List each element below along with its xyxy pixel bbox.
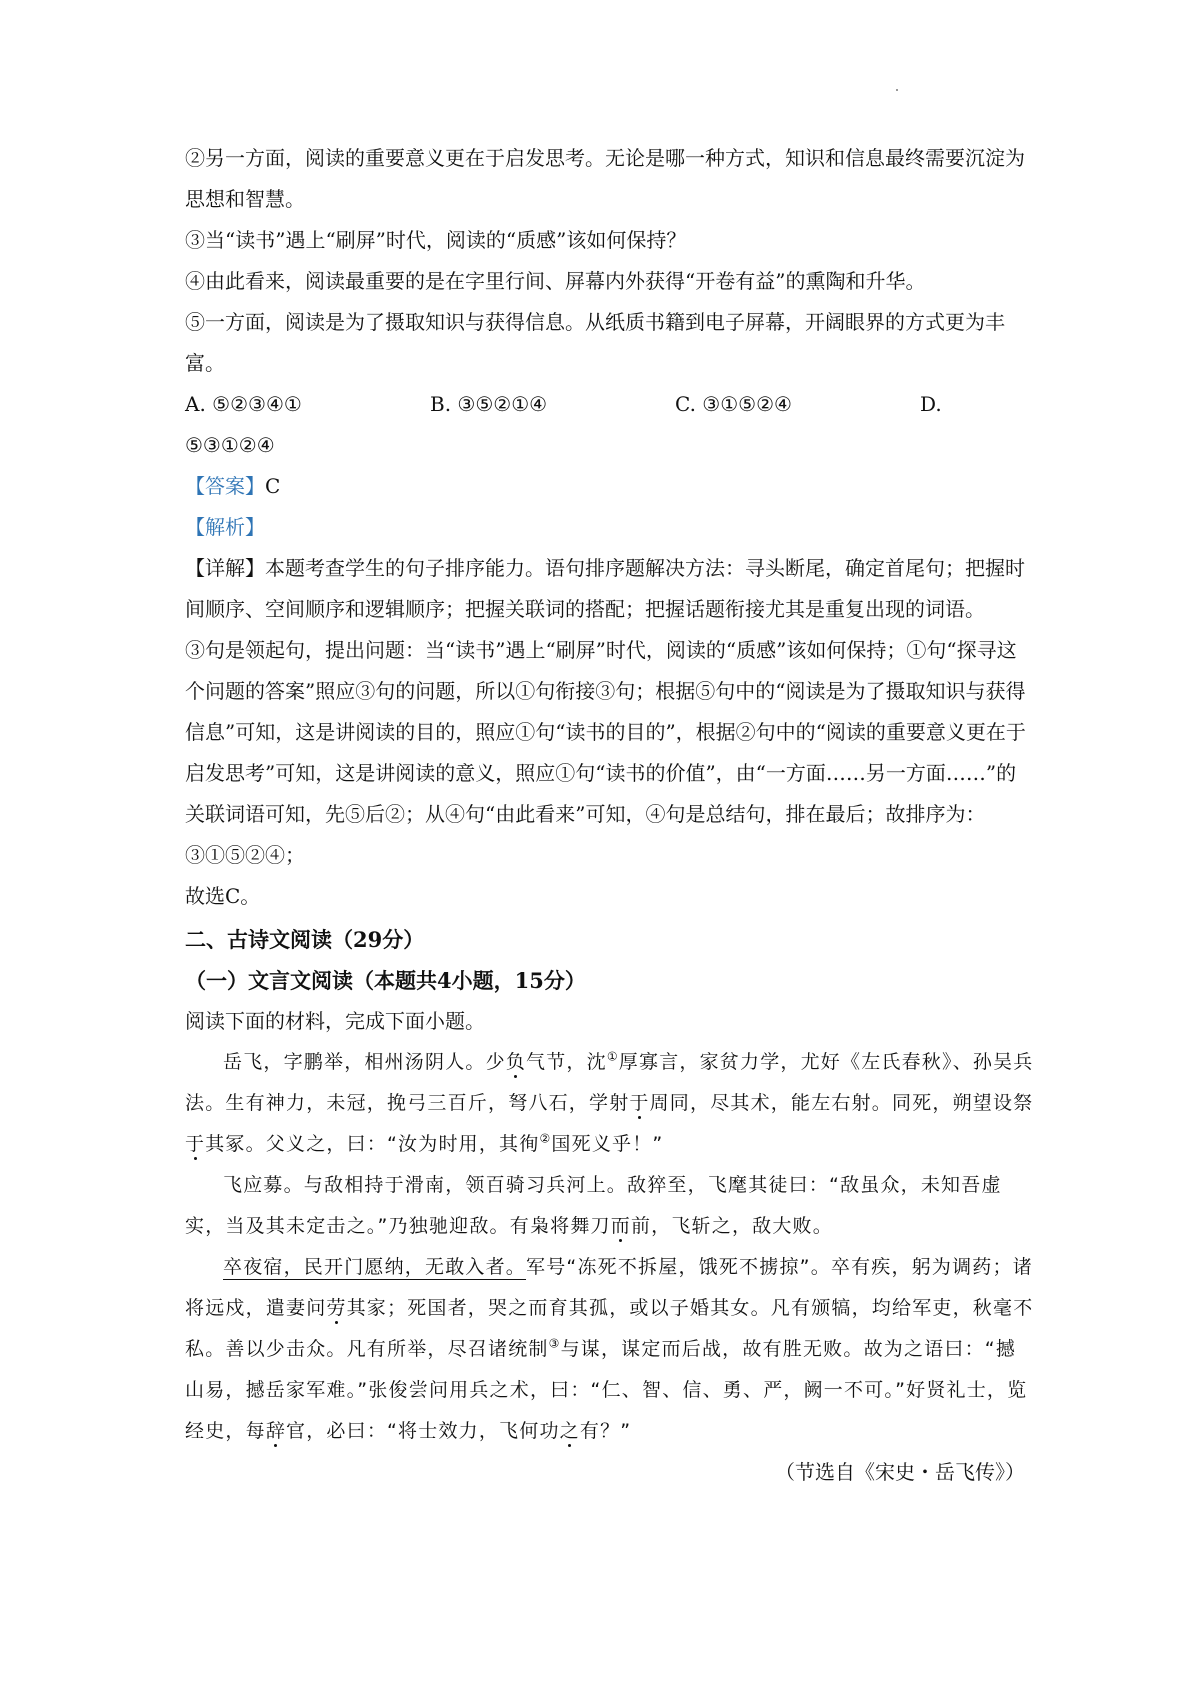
sentence-2: ②另一方面，阅读的重要意义更在于启发思考。无论是哪一种方式，知识和信息最终需要沉淀为思想和智慧。 xyxy=(185,146,1025,211)
scan-speck xyxy=(896,89,898,91)
dotted-char: 于 xyxy=(185,1133,206,1155)
passage-text: 官，必曰：“将士效力，飞何功 xyxy=(286,1420,560,1442)
dotted-char: 而 xyxy=(610,1215,631,1237)
sentence-4: ④由此看来，阅读最重要的是在字里行间、屏幕内外获得“开卷有益”的熏陶和升华。 xyxy=(185,269,926,293)
analysis-conclusion: 故选C。 xyxy=(185,884,261,908)
answer-tag: 【答案】 xyxy=(185,474,265,498)
option-d-value: ⑤③①②④ xyxy=(185,433,275,457)
footnote-mark: ③ xyxy=(548,1336,561,1351)
passage-text: 前，飞斩之，敌大败。 xyxy=(630,1215,833,1237)
footnote-mark: ② xyxy=(539,1131,552,1146)
analysis-tag: 【解析】 xyxy=(185,515,265,539)
dotted-char: 辞 xyxy=(265,1420,287,1442)
passage-text: 与谋，谋定而后战，故有胜无败。故为之语曰：“撼山易，撼岳家军难。”张俊尝问用兵之术，曰：“仁、智、信、勇、严，阙一不可。”好贤礼士，览经史，每 xyxy=(185,1338,1028,1442)
dotted-char: 之 xyxy=(559,1420,580,1442)
reading-instruction: 阅读下面的材料，完成下面小题。 xyxy=(185,1009,485,1033)
passage-text: 国死义乎！” xyxy=(551,1133,664,1155)
passage-text: 厚寡言，家贫力学，尤好《左氏春秋》、孙吴兵法。生有神力，未冠，挽弓三百斤，弩八石，学射 xyxy=(185,1051,1034,1114)
passage-text: 军号“冻死不拆屋，饿死不掳掠”。卒有疾，躬为调药；诸将远戍，遣妻问 xyxy=(185,1256,1033,1319)
dotted-char: 负 xyxy=(505,1051,527,1073)
dotted-char: 劳 xyxy=(326,1297,347,1319)
underlined-sentence: 卒夜宿，民开门愿纳，无敢入者。 xyxy=(223,1256,527,1278)
footnote-mark: ① xyxy=(606,1049,619,1064)
option-b: B. ③⑤②①④ xyxy=(430,392,548,416)
passage-source: （节选自《宋史・岳飞传》） xyxy=(775,1460,1025,1484)
passage-paragraph-3 xyxy=(185,1247,1035,1452)
analysis-detail: 【详解】本题考查学生的句子排序能力。语句排序题解决方法：寻头断尾，确定首尾句；把握时间顺序、空间顺序和逻辑顺序；把握关联词的搭配；把握话题衔接尤其是重复出现的词语。 xyxy=(185,556,1025,621)
passage-text: 岳飞，字鹏举，相州汤阴人。少 xyxy=(223,1051,506,1073)
dotted-char: 于 xyxy=(629,1092,650,1114)
answer-line xyxy=(185,466,1035,507)
subsection-heading: （一）文言文阅读（本题共4小题，15分） xyxy=(185,968,586,993)
passage-text: 气节，沈 xyxy=(526,1051,607,1073)
passage-text: 其家；死国者，哭之而育其孤，或以子婚其女。凡有颁犒，均给军吏，秋毫不私。善以少击众。凡有所举，尽召诸统制 xyxy=(185,1297,1034,1360)
option-a: A. ⑤②③④① xyxy=(185,392,302,416)
document-content xyxy=(185,138,1035,1493)
passage-text: 有？” xyxy=(579,1420,632,1442)
passage-text: 飞应募。与敌相持于滑南，领百骑习兵河上。敌猝至，飞麾其徒曰：“敌虽众，未知吾虚实，当及其未定击之。”乃独驰迎敌。有枭将舞刀 xyxy=(185,1174,1002,1237)
sentence-3: ③当“读书”遇上“刷屏”时代，阅读的“质感”该如何保持？ xyxy=(185,228,687,252)
option-d-label: D. xyxy=(920,392,942,416)
option-c: C. ③①⑤②④ xyxy=(675,392,792,416)
answer-options xyxy=(185,384,1035,425)
section-heading: 二、古诗文阅读（29分） xyxy=(185,927,425,952)
passage-paragraph-2 xyxy=(185,1165,1035,1247)
passage-paragraph-1 xyxy=(185,1042,1035,1165)
passage-text: 其冢。父义之，曰：“汝为时用，其徇 xyxy=(205,1133,540,1155)
answer-value: C xyxy=(265,474,281,498)
sentence-5: ⑤一方面，阅读是为了摄取知识与获得信息。从纸质书籍到电子屏幕，开阔眼界的方式更为丰富。 xyxy=(185,310,1005,375)
analysis-reasoning: ③句是领起句，提出问题：当“读书”遇上“刷屏”时代，阅读的“质感”该如何保持；①句“探寻这个问题的答案”照应③句的问题，所以①句衔接③句；根据⑤句中的“阅读是为了摄取知识与获得信息”可知，这是讲阅读的目的，照应①句“读书的目的”，根据②句中的“阅读的重要意义更在于启发思考”可知，这是讲阅读的意义，照应①句“读书的价值”，由“一方面……另一方面……”的关联词语可知，先⑤后②；从④句“由此看来”可知，④句是总结句，排在最后；故排序为：③①⑤②④； xyxy=(185,638,1026,867)
passage-text: 周同，尽其术，能左右射。同死，朔望设祭 xyxy=(649,1092,1034,1114)
